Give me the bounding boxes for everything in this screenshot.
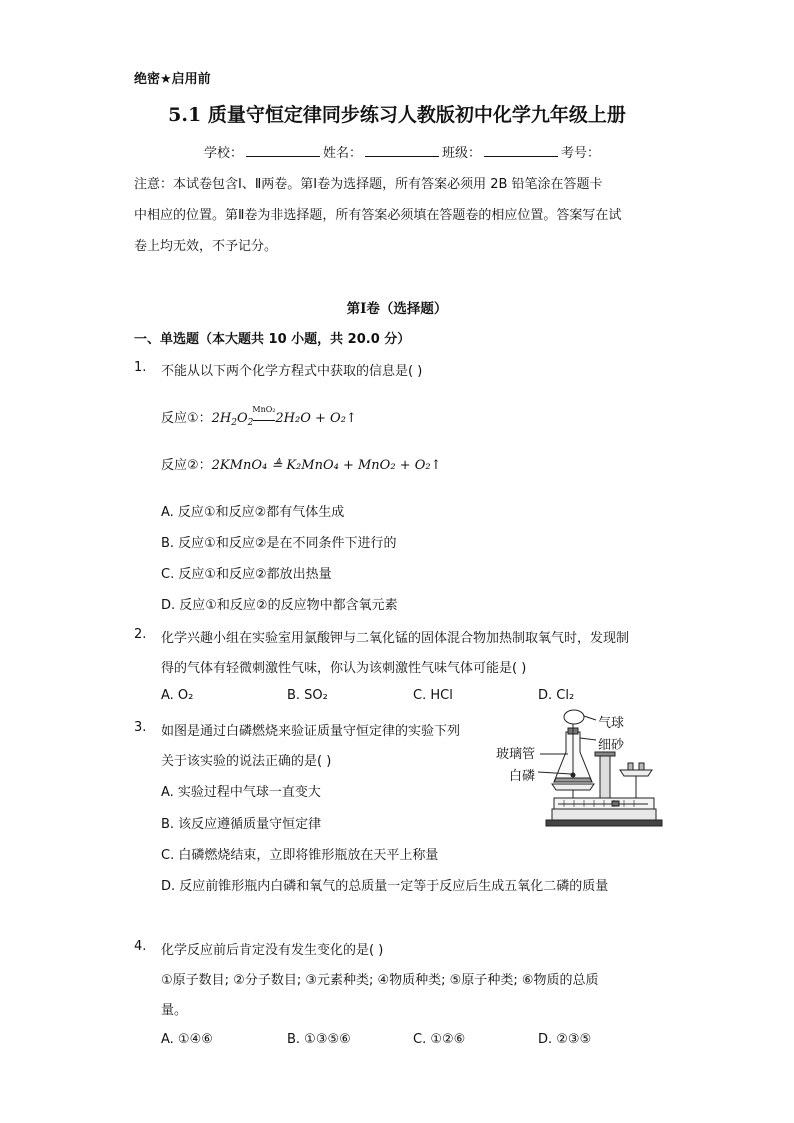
class-label: 班级：: [442, 146, 482, 161]
class-blank[interactable]: [484, 144, 558, 157]
balance-post: [600, 754, 610, 798]
page-title: 5.1 质量守恒定律同步练习人教版初中化学九年级上册: [168, 104, 626, 126]
q3-number: 3.: [134, 720, 147, 735]
balance-foot: [546, 820, 662, 826]
name-blank[interactable]: [365, 144, 439, 157]
q4-option-c[interactable]: C. ①②⑥: [413, 1032, 466, 1047]
q2-option-c[interactable]: C. HCl: [413, 688, 453, 703]
q3-option-a[interactable]: A. 实验过程中气球一直变大: [161, 785, 321, 800]
name-label: 姓名：: [323, 146, 363, 161]
secret-label: 绝密★启用前: [134, 72, 211, 87]
q3-line-2: 关于该实验的说法正确的是( ): [161, 754, 332, 769]
reaction-2-label: 反应②：: [161, 458, 212, 473]
catalyst-arrow: MnO₂: [253, 415, 275, 424]
q2-option-a[interactable]: A. O₂: [161, 688, 194, 703]
q2-option-d[interactable]: D. Cl₂: [538, 688, 575, 703]
q4-line-1: ①原子数目; ②分子数目; ③元素种类; ④物质种类; ⑤原子种类; ⑥物质的总质: [161, 973, 599, 988]
q2-line-2: 得的气体有轻微刺激性气味，你认为该刺激性气味气体可能是( ): [161, 661, 527, 676]
q4-option-a[interactable]: A. ①④⑥: [161, 1032, 213, 1047]
notice-line-2: 中相应的位置。第Ⅱ卷为非选择题，所有答案必须填在答题卷的相应位置。答案写在试: [134, 208, 622, 223]
q4-stem: 化学反应前后肯定没有发生变化的是( ): [161, 943, 384, 958]
q1-option-a[interactable]: A. 反应①和反应②都有气体生成: [161, 505, 345, 520]
q1-option-c[interactable]: C. 反应①和反应②都放出热量: [161, 567, 332, 582]
q1-option-d[interactable]: D. 反应①和反应②的反应物中都含氧元素: [161, 598, 398, 613]
q1-reaction-1: 反应①：$2H_2O_2$ MnO₂ 2H₂O + O₂↑: [161, 405, 357, 428]
q4-number: 4.: [134, 939, 147, 954]
figure-label-phosphorus: 白磷: [509, 769, 536, 784]
figure-label-sand: 细砂: [598, 738, 625, 753]
q3-option-d[interactable]: D. 反应前锥形瓶内白磷和氧气的总质量一定等于反应后生成五氧化二磷的质量: [161, 879, 609, 894]
q1-stem: 不能从以下两个化学方程式中获取的信息是( ): [161, 364, 423, 379]
q4-line-2: 量。: [161, 1003, 188, 1018]
notice-line-1: 注意：本试卷包含Ⅰ、Ⅱ两卷。第Ⅰ卷为选择题，所有答案必须用 2B 铅笔涂在答题卡: [134, 177, 603, 192]
exam-number-label: 考号：: [561, 146, 601, 161]
q3-option-c[interactable]: C. 白磷燃烧结束，立即将锥形瓶放在天平上称量: [161, 848, 439, 863]
reaction-1-label: 反应①：: [161, 411, 212, 426]
balloon-shape: [564, 710, 584, 724]
school-label: 学校：: [204, 146, 244, 161]
info-fields: [204, 142, 600, 161]
q1-number: 1.: [134, 360, 147, 375]
q3-option-b[interactable]: B. 该反应遵循质量守恒定律: [161, 817, 322, 832]
q3-line-1: 如图是通过白磷燃烧来验证质量守恒定律的实验下列: [161, 724, 461, 739]
school-blank[interactable]: [246, 144, 320, 157]
q2-line-1: 化学兴趣小组在实验室用氯酸钾与二氧化锰的固体混合物加热制取氧气时，发现制: [161, 631, 630, 646]
figure-label-tube: 玻璃管: [496, 747, 536, 762]
balance-base: [552, 809, 656, 821]
q1-option-b[interactable]: B. 反应①和反应②是在不同条件下进行的: [161, 536, 397, 551]
q4-option-d[interactable]: D. ②③⑤: [538, 1032, 592, 1047]
figure-label-balloon: 气球: [598, 716, 625, 731]
q2-number: 2.: [134, 627, 147, 642]
q4-option-b[interactable]: B. ①③⑤⑥: [287, 1032, 351, 1047]
section-title: 第Ⅰ卷（选择题）: [346, 301, 448, 317]
section-subtitle: 一、单选题（本大题共 10 小题，共 20.0 分）: [134, 332, 411, 347]
q2-option-b[interactable]: B. SO₂: [287, 688, 328, 703]
q1-reaction-2: 反应②：2KMnO₄ ≜ K₂MnO₄ + MnO₂ + O₂↑: [161, 458, 442, 473]
notice-line-3: 卷上均无效，不予记分。: [134, 239, 278, 254]
